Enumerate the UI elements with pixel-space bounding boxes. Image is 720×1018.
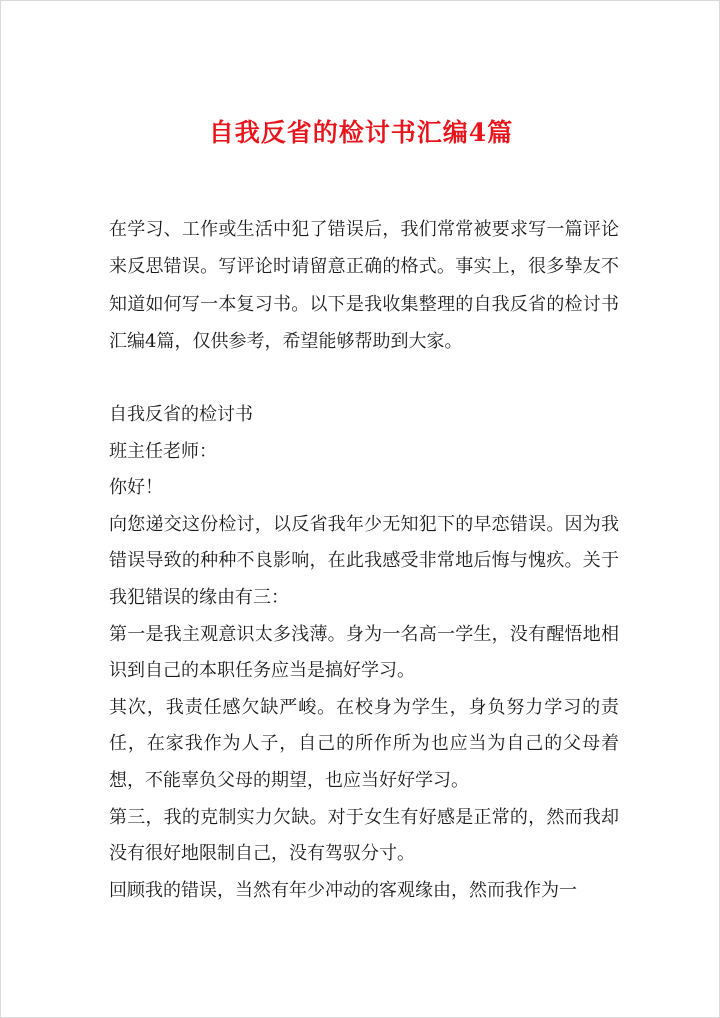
letter-paragraph: 向您递交这份检讨，以反省我年少无知犯下的早恋错误。因为我错误导致的种种不良影响，在此我感受非常地后悔与愧疚。关于我犯错误的缘由有三： [109, 513, 619, 608]
letter-paragraph: 回顾我的错误，当然有年少冲动的客观缘由，然而我作为一 [109, 879, 577, 901]
letter-paragraph: 其次，我责任感欠缺严峻。在校身为学生，身负努力学习的责任，在家我作为人子，自己的所作所为也应当为自己的父母着想，不能辜负父母的期望，也应当好好学习。 [109, 696, 619, 791]
letter-paragraph: 第一是我主观意识太多浅薄。身为一名高一学生，没有醒悟地相识到自己的本职任务应当是搞好学习。 [109, 623, 619, 682]
letter-greeting: 你好！ [109, 477, 163, 499]
letter-salutation: 班主任老师： [109, 440, 217, 462]
document-title: 自我反省的检讨书汇编4篇 [208, 118, 514, 147]
intro-paragraph: 在学习、工作或生活中犯了错误后，我们常常被要求写一篇评论来反思错误。写评论时请留意正确的格式。事实上，很多挚友不知道如何写一本复习书。以下是我收集整理的自我反省的检讨书汇编4篇，仅供参考，希望能够帮助到大家。 [109, 219, 619, 352]
letter-paragraph: 第三，我的克制实力欠缺。对于女生有好感是正常的，然而我却没有很好地限制自己，没有驾驭分寸。 [109, 806, 619, 865]
letter-body [109, 397, 619, 909]
letter-heading: 自我反省的检讨书 [109, 404, 253, 425]
